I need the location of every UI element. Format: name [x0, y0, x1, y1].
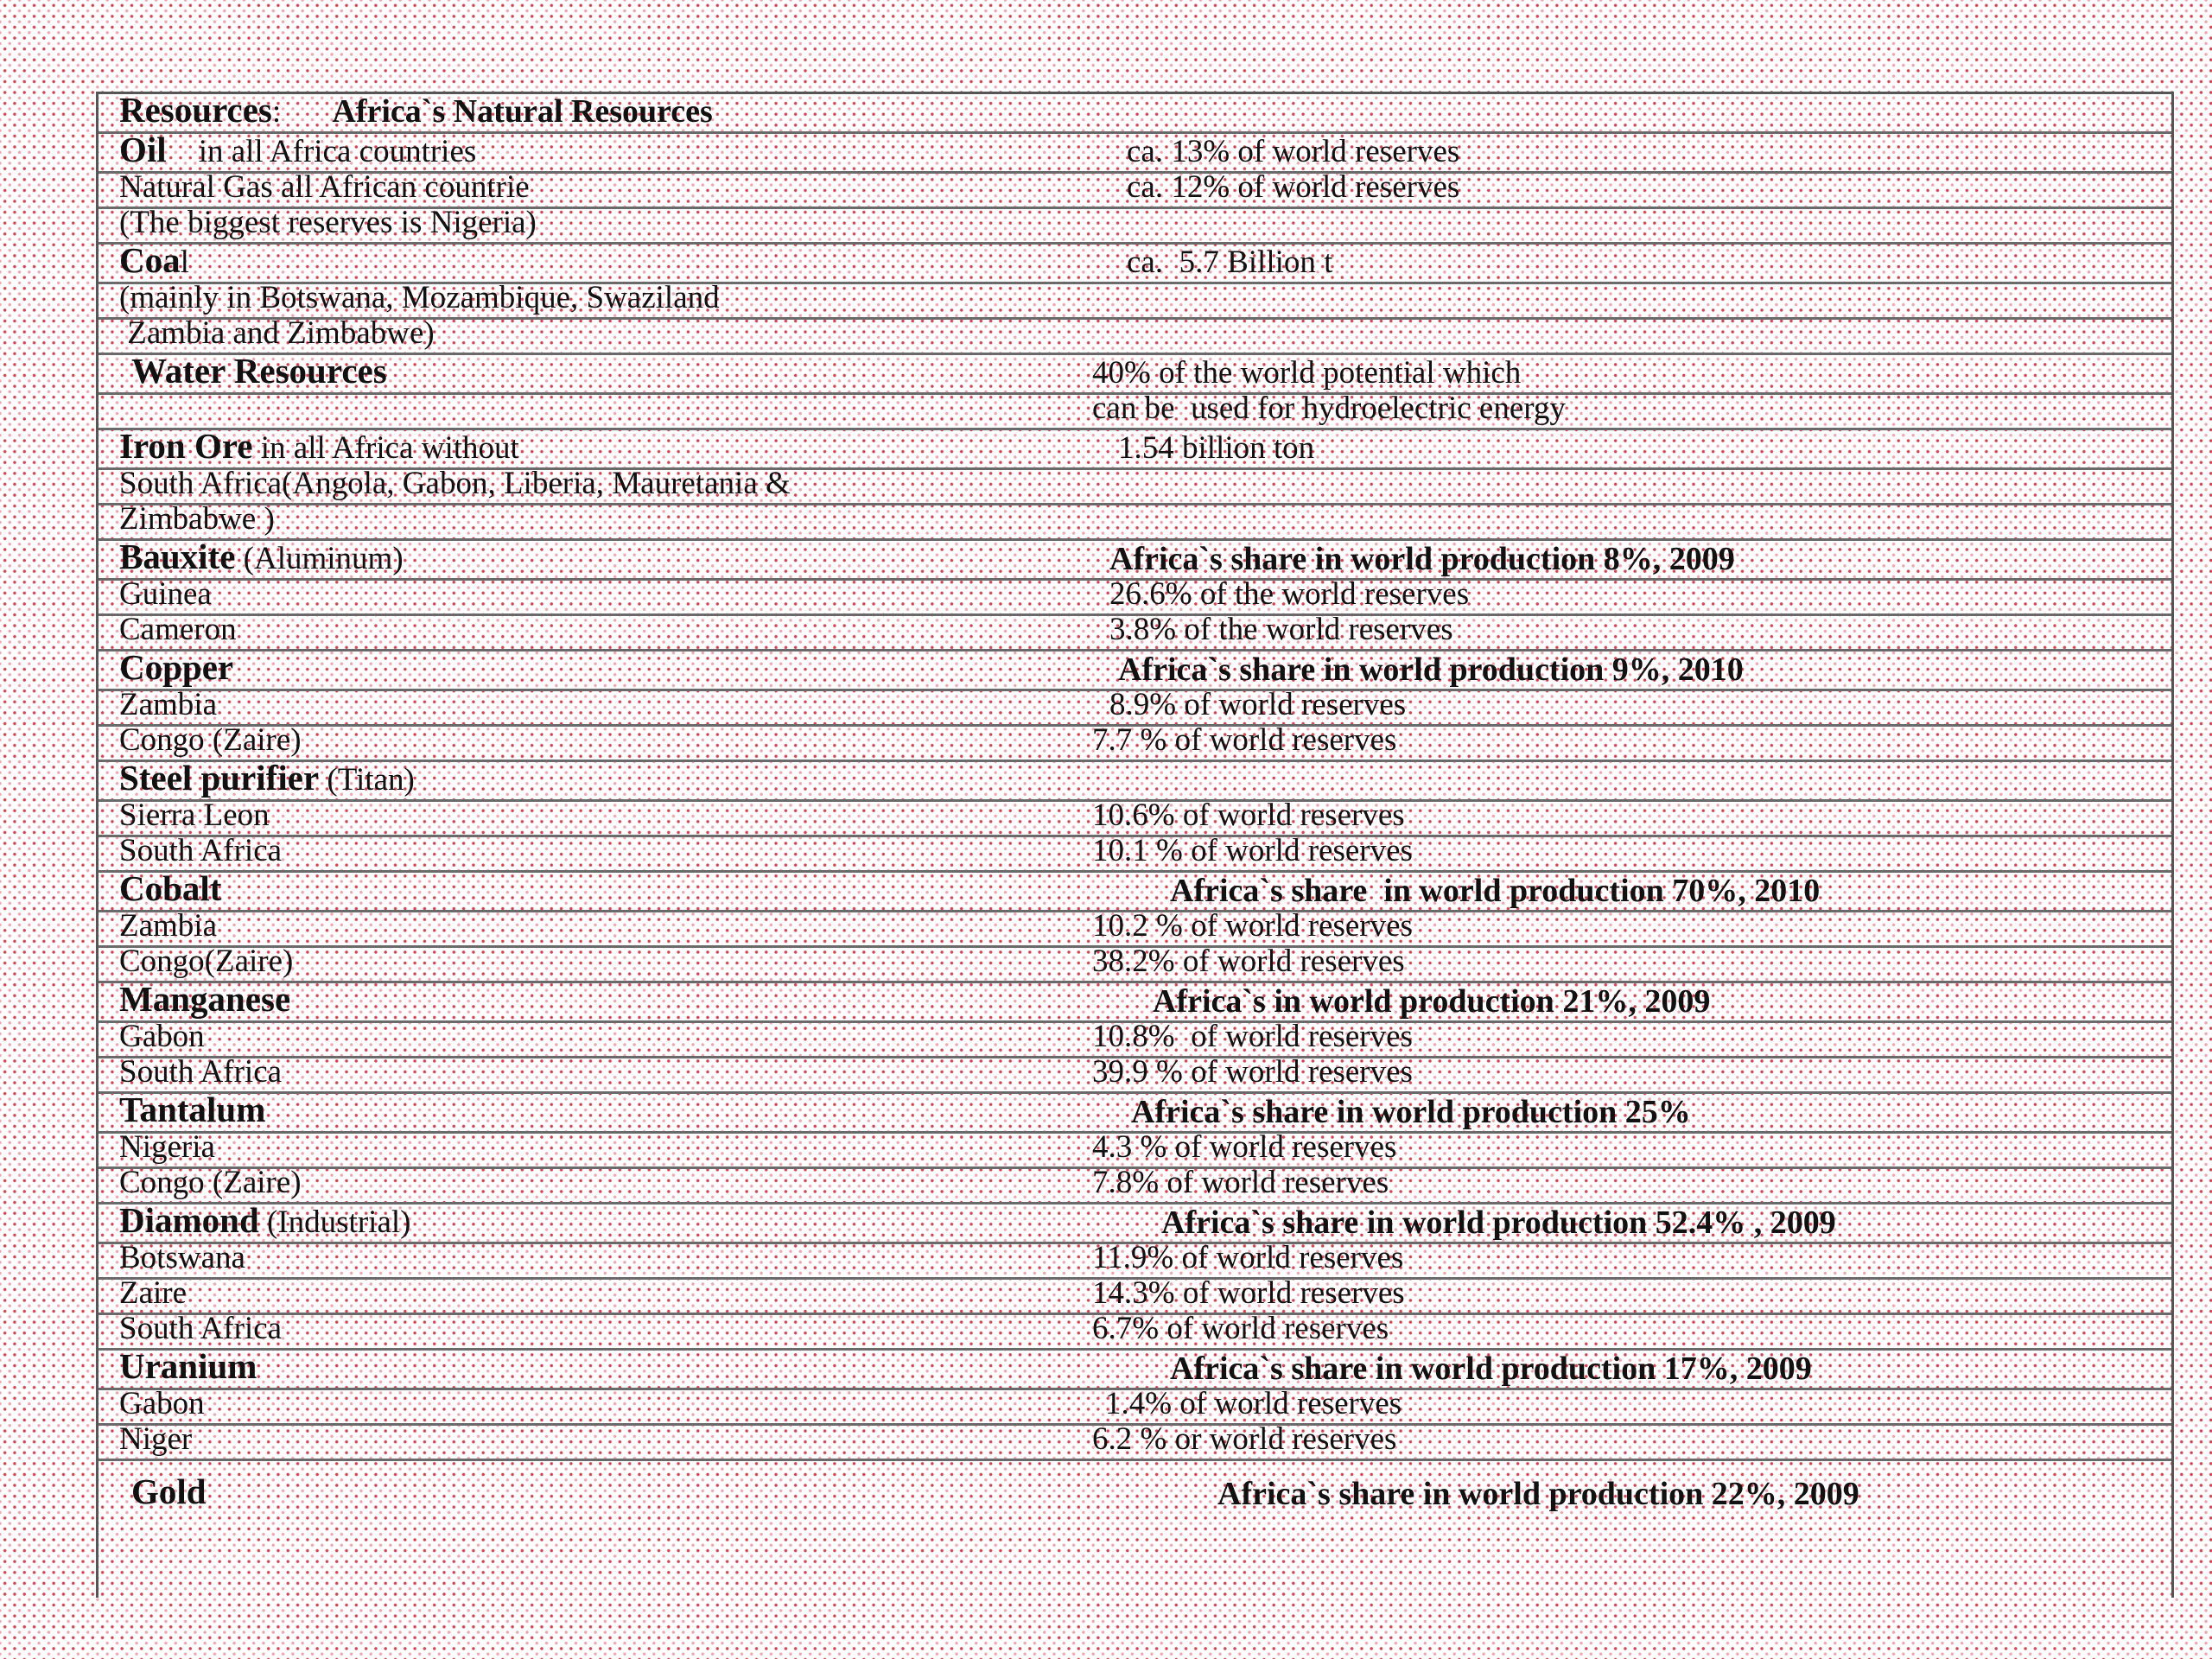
resource-detail: (mainly in Botswana, Mozambique, Swaziland: [119, 280, 720, 315]
resource-name-tail: l: [180, 245, 189, 280]
table-row: [99, 1240, 2171, 1280]
production-share: Africa`s share in world production 25%: [1131, 1094, 1691, 1130]
resource-name: Gold: [131, 1471, 207, 1511]
resource-cell: [119, 1346, 257, 1386]
header-label: Resources: [119, 90, 272, 130]
reserve-value: ca. 13% of world reserves: [1127, 134, 1460, 169]
resource-detail: Cameron: [119, 612, 237, 647]
table-row: [99, 391, 2171, 430]
table-row: [99, 1090, 2171, 1134]
resource-cell: [119, 240, 189, 280]
table-row: [99, 576, 2171, 616]
table-row: [99, 798, 2171, 837]
table-row: [99, 205, 2171, 245]
resource-name: Iron Ore: [119, 426, 253, 466]
resource-detail: Botswana: [119, 1240, 245, 1275]
table-row: [99, 868, 2171, 912]
resource-cell: [119, 760, 415, 798]
reserve-value: 40% of the world potential which: [1092, 355, 1522, 391]
reserve-value: 1.4% of world reserves: [1105, 1386, 1402, 1421]
resource-cell: [119, 577, 212, 612]
production-share: Africa`s share in world production 22%, 2009: [1217, 1476, 1859, 1512]
resource-cell: [119, 1276, 187, 1311]
resource-cell: [119, 1055, 282, 1090]
resource-cell: [119, 426, 519, 466]
resource-detail: Zambia: [119, 687, 218, 722]
resource-cell: [119, 316, 435, 351]
table-row: [99, 944, 2171, 983]
resource-name: Copper: [119, 647, 234, 687]
resource-cell: [119, 1130, 215, 1165]
resource-detail: South Africa: [119, 1054, 283, 1090]
reserve-value: 14.3% of world reserves: [1092, 1275, 1405, 1311]
production-share: Africa`s share in world production 8%, 2009: [1109, 541, 1735, 577]
reserve-value: 6.2 % or world reserves: [1092, 1421, 1397, 1457]
table-row: [99, 501, 2171, 541]
table-row: [99, 908, 2171, 948]
table-row: [99, 722, 2171, 762]
table-row: [99, 1346, 2171, 1390]
production-share: Africa`s share in world production 70%, 2010: [1170, 873, 1821, 909]
resource-name: Coa: [119, 240, 181, 280]
resource-cell: [119, 909, 217, 944]
reserve-value: 7.8% of world reserves: [1092, 1165, 1389, 1200]
resource-cell: [119, 647, 234, 687]
resource-cell: [119, 281, 720, 315]
resource-cell: [119, 1200, 411, 1240]
resource-detail: Zambia and Zimbabwe): [119, 315, 435, 351]
table-row: [99, 1311, 2171, 1351]
resource-detail: South Africa: [119, 833, 283, 868]
table-row: [99, 1054, 2171, 1094]
resource-cell: [131, 1471, 207, 1511]
resource-cell: [119, 1092, 265, 1129]
resource-detail: Zambia: [119, 908, 218, 944]
table-row: [99, 1019, 2171, 1058]
table-row: [99, 612, 2171, 652]
resource-cell: [119, 1422, 192, 1457]
table-row: [99, 315, 2171, 355]
resource-detail: Nigeria: [119, 1129, 215, 1165]
table-row: [99, 647, 2171, 691]
table-body: [99, 130, 2171, 1513]
reserve-value: 1.54 billion ton: [1118, 430, 1315, 466]
reserve-value: 11.9% of world reserves: [1092, 1240, 1404, 1275]
resource-detail: (The biggest reserves is Nigeria): [119, 205, 537, 240]
reserve-value: 4.3 % of world reserves: [1092, 1129, 1397, 1165]
resource-cell: [119, 502, 275, 537]
resource-cell: [119, 979, 291, 1019]
resource-detail: Sierra Leon: [119, 798, 270, 833]
table-row: [99, 1200, 2171, 1244]
resource-cell: [119, 944, 293, 979]
reserve-value: can be used for hydroelectric energy: [1092, 391, 1566, 426]
resource-cell: [119, 467, 791, 501]
resource-name: Steel purifier: [119, 758, 320, 798]
table-row: [99, 466, 2171, 505]
resource-cell: [119, 688, 217, 722]
resource-detail: Congo(Zaire): [119, 944, 294, 979]
table-header-row: [99, 90, 2171, 134]
resource-cell: [119, 723, 302, 758]
table-row: [99, 130, 2171, 174]
resource-detail: in all Africa without: [260, 430, 519, 466]
table-row: [99, 537, 2171, 581]
table-row: [99, 687, 2171, 727]
resource-detail: Natural Gas all African countrie: [119, 169, 530, 205]
resource-detail: Guinea: [119, 576, 212, 612]
resource-detail: Gabon: [119, 1019, 205, 1054]
table-row: [99, 1461, 2171, 1513]
table-row: [99, 169, 2171, 209]
reserve-value: 39.9 % of world reserves: [1092, 1054, 1413, 1090]
resource-cell: [119, 539, 404, 576]
resource-cell: [119, 613, 237, 647]
reserve-value: 10.6% of world reserves: [1092, 798, 1405, 833]
reserve-value: ca. 12% of world reserves: [1127, 169, 1460, 205]
table-row: [99, 1421, 2171, 1461]
header-title: Africa`s Natural Resources: [332, 93, 713, 130]
table-row: [99, 1129, 2171, 1169]
production-share: Africa`s share in world production 17%, 2009: [1170, 1351, 1812, 1387]
reserve-value: ca. 5.7 Billion t: [1127, 245, 1333, 280]
reserve-value: 7.7 % of world reserves: [1092, 722, 1397, 758]
table-row: [99, 351, 2171, 395]
header-colon: :: [271, 94, 282, 130]
resource-detail: Congo (Zaire): [119, 1165, 302, 1200]
reserve-value: 6.7% of world reserves: [1092, 1311, 1389, 1346]
reserve-value: 38.2% of world reserves: [1092, 944, 1405, 979]
resource-name: Tantalum: [119, 1090, 266, 1129]
resource-cell: [131, 353, 387, 391]
resource-cell: [119, 132, 476, 169]
table-row: [99, 1386, 2171, 1426]
resource-detail: Gabon: [119, 1386, 205, 1421]
table-row: [99, 979, 2171, 1023]
reserve-value: 26.6% of the world reserves: [1109, 576, 1470, 612]
resource-detail: Zimbabwe ): [119, 501, 275, 537]
production-share: Africa`s share in world production 52.4% , 2009: [1161, 1205, 1836, 1241]
resource-cell: [119, 798, 270, 833]
resource-cell: [119, 170, 530, 205]
resource-cell: [119, 206, 537, 240]
resource-name: Oil: [119, 130, 167, 169]
resource-name: Uranium: [119, 1346, 257, 1386]
resource-name: Manganese: [119, 979, 291, 1019]
production-share: Africa`s in world production 21%, 2009: [1153, 983, 1711, 1020]
reserve-value: 8.9% of world reserves: [1109, 687, 1407, 722]
resource-cell: [119, 1166, 302, 1200]
resource-name: Bauxite: [119, 537, 236, 576]
table-row: [99, 833, 2171, 873]
table-row: [99, 1165, 2171, 1205]
resource-cell: [119, 1241, 245, 1275]
resource-detail: (Industrial): [267, 1205, 411, 1240]
resource-name: Water Resources: [131, 351, 387, 391]
resources-table: [96, 92, 2174, 1598]
reserve-value: 10.2 % of world reserves: [1092, 908, 1413, 944]
reserve-value: 10.8% of world reserves: [1092, 1019, 1413, 1054]
resource-cell: [119, 868, 222, 908]
resource-cell: [119, 1020, 205, 1054]
resource-detail: Zaire: [119, 1275, 188, 1311]
table-row: [99, 1275, 2171, 1315]
resource-cell: [119, 834, 282, 868]
resource-detail: South Africa: [119, 1311, 283, 1346]
production-share: Africa`s share in world production 9%, 2010: [1118, 652, 1744, 688]
resource-name: Cobalt: [119, 868, 222, 908]
header-cell: [119, 92, 713, 130]
resource-cell: [119, 1387, 205, 1421]
resource-name: Diamond: [119, 1200, 259, 1240]
resource-detail: (Titan): [327, 762, 415, 798]
resource-detail: Niger: [119, 1421, 193, 1457]
table-row: [99, 240, 2171, 284]
table-row: [99, 426, 2171, 470]
resource-detail: in all Africa countries: [198, 134, 477, 169]
resource-cell: [119, 1312, 282, 1346]
reserve-value: 10.1 % of world reserves: [1092, 833, 1413, 868]
resource-detail: South Africa(Angola, Gabon, Liberia, Mauretania &: [119, 466, 791, 501]
resource-detail: (Aluminum): [243, 541, 404, 576]
table-row: [99, 280, 2171, 320]
table-row: [99, 758, 2171, 802]
resource-detail: Congo (Zaire): [119, 722, 302, 758]
reserve-value: 3.8% of the world reserves: [1109, 612, 1453, 647]
